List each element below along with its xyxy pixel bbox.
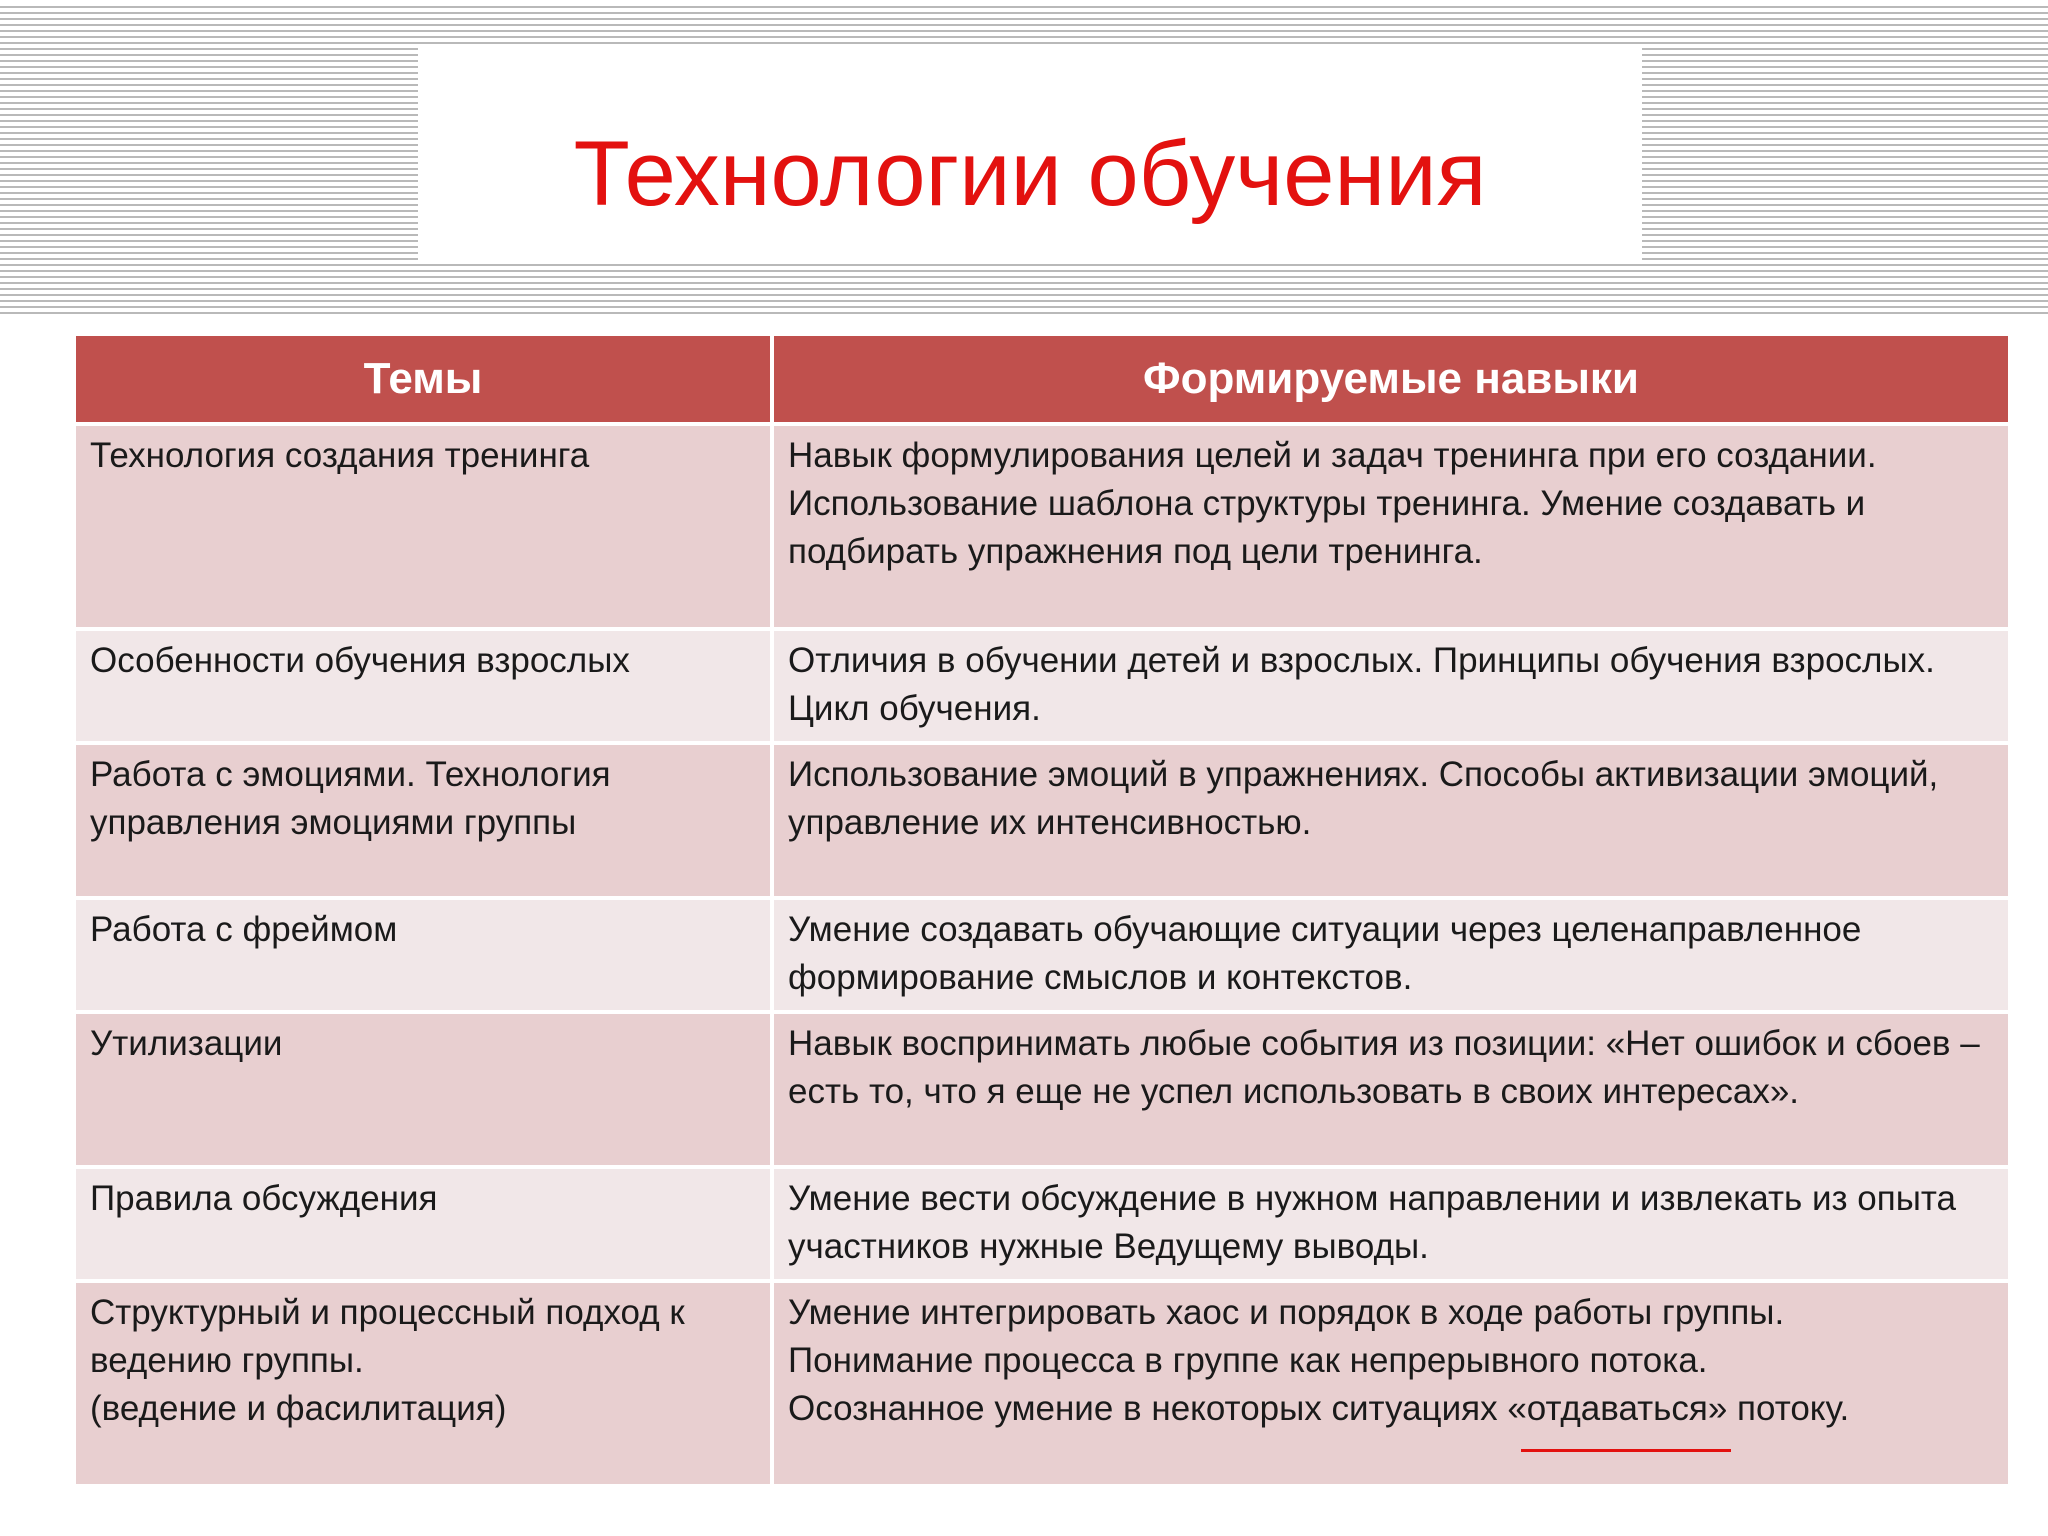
skills-cell — [772, 424, 2010, 629]
table-row — [74, 898, 2010, 1012]
header-topics: Темы — [74, 334, 772, 424]
table-row — [74, 629, 2010, 743]
table-header-row — [74, 334, 2010, 424]
header-top-margin — [0, 0, 2048, 6]
topic-cell — [74, 1167, 772, 1281]
topic-text: Структурный и процессный подход к ведению группы. (ведение и фасилитация) — [90, 1293, 685, 1428]
topic-cell — [74, 1012, 772, 1167]
skills-text: Отличия в обучении детей и взрослых. Принципы обучения взрослых. Цикл обучения. — [788, 641, 1935, 728]
table-row — [74, 424, 2010, 629]
skills-text: Умение интегрировать хаос и порядок в ходе работы группы. Понимание процесса в группе как непрерывного потока. Осознанное умение в некоторых ситуациях «отдаваться» потоку. — [788, 1293, 1850, 1428]
skills-cell — [772, 1167, 2010, 1281]
topic-cell — [74, 629, 772, 743]
topic-cell — [74, 424, 772, 629]
table-row — [74, 1167, 2010, 1281]
skills-text: Навык формулирования целей и задач тренинга при его создании. Использование шаблона структуры тренинга. Умение создавать и подбирать упражнения под цели тренинга. — [788, 436, 1877, 571]
table-row — [74, 743, 2010, 898]
slide-title: Технологии обучения — [573, 123, 1487, 225]
topic-text: Работа с фреймом — [90, 910, 398, 949]
skills-table — [72, 332, 2012, 1488]
skills-text: Умение вести обсуждение в нужном направлении и извлекать из опыта участников нужные Ведущему выводы. — [788, 1179, 1956, 1266]
skills-text: Навык воспринимать любые события из позиции: «Нет ошибок и сбоев – есть то, что я еще не успел использовать в своих интересах». — [788, 1024, 1980, 1111]
topic-cell — [74, 898, 772, 1012]
skills-cell — [772, 743, 2010, 898]
skills-cell — [772, 629, 2010, 743]
skills-cell — [772, 898, 2010, 1012]
topic-cell — [74, 743, 772, 898]
table-row — [74, 1012, 2010, 1167]
skills-text: Умение создавать обучающие ситуации через целенаправленное формирование смыслов и контекстов. — [788, 910, 1862, 997]
red-accent-line — [1521, 1449, 1731, 1452]
topic-text: Технология создания тренинга — [90, 436, 590, 475]
topic-text: Работа с эмоциями. Технология управления эмоциями группы — [90, 755, 611, 842]
skills-cell — [772, 1281, 2010, 1486]
topic-text: Правила обсуждения — [90, 1179, 438, 1218]
skills-cell — [772, 1012, 2010, 1167]
title-box — [418, 44, 1642, 264]
table-row — [74, 1281, 2010, 1486]
skills-text: Использование эмоций в упражнениях. Способы активизации эмоций, управление их интенсивностью. — [788, 755, 1939, 842]
topic-cell — [74, 1281, 772, 1486]
header-skills: Формируемые навыки — [772, 334, 2010, 424]
topic-text: Утилизации — [90, 1024, 283, 1063]
topic-text: Особенности обучения взрослых — [90, 641, 630, 680]
